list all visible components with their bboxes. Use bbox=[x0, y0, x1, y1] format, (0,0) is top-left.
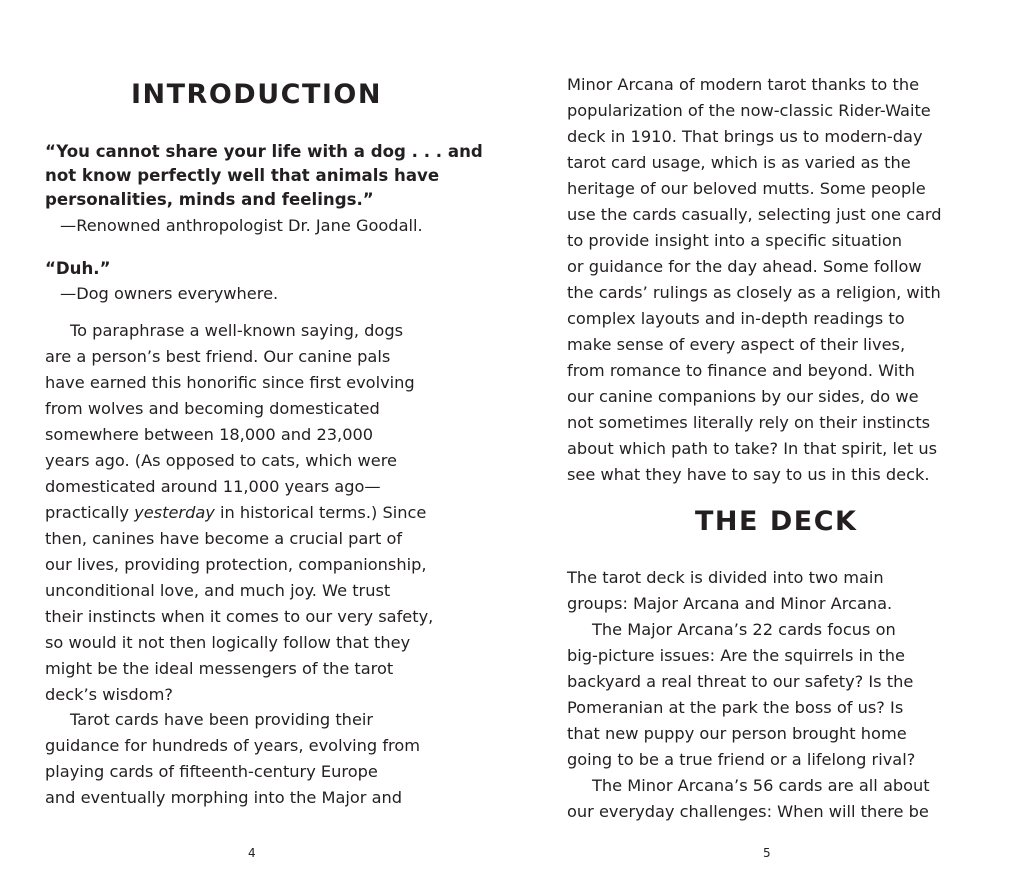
body-line: are a person’s best friend. Our canine pals bbox=[45, 347, 391, 366]
body-line: our everyday challenges: When will there be bbox=[567, 802, 929, 821]
body-line: The tarot deck is divided into two main bbox=[567, 568, 884, 587]
body-line: from romance to finance and beyond. With bbox=[567, 361, 915, 380]
body-line: from wolves and becoming domesticated bbox=[45, 399, 380, 418]
body-line: popularization of the now-classic Rider-Waite bbox=[567, 101, 931, 120]
the-deck-heading: THE DECK bbox=[695, 506, 858, 537]
body-line: might be the ideal messengers of the tarot bbox=[45, 659, 394, 678]
body-line: Tarot cards have been providing their bbox=[70, 710, 374, 729]
body-line: complex layouts and in-depth readings to bbox=[567, 309, 905, 328]
epigraph-attribution: —Dog owners everywhere. bbox=[60, 284, 279, 303]
body-line: make sense of every aspect of their lives, bbox=[567, 335, 906, 354]
body-line: or guidance for the day ahead. Some follow bbox=[567, 257, 922, 276]
introduction-heading: INTRODUCTION bbox=[131, 79, 382, 110]
body-line: have earned this honorific since first evolving bbox=[45, 373, 415, 392]
epigraph-line: personalities, minds and feelings.” bbox=[45, 190, 374, 209]
body-line: backyard a real threat to our safety? Is the bbox=[567, 672, 914, 691]
body-line: practically yesterday in historical terms.) Since bbox=[45, 503, 427, 522]
body-line: so would it not then logically follow that they bbox=[45, 633, 411, 652]
body-line: then, canines have become a crucial part of bbox=[45, 529, 403, 548]
body-line: somewhere between 18,000 and 23,000 bbox=[45, 425, 374, 444]
body-line: and eventually morphing into the Major and bbox=[45, 788, 403, 807]
body-line: going to be a true friend or a lifelong rival? bbox=[567, 750, 916, 769]
body-line: The Minor Arcana’s 56 cards are all about bbox=[592, 776, 930, 795]
body-line: Pomeranian at the park the boss of us? Is bbox=[567, 698, 904, 717]
body-line: domesticated around 11,000 years ago— bbox=[45, 477, 381, 496]
body-line: to provide insight into a specific situation bbox=[567, 231, 903, 250]
body-line: unconditional love, and much joy. We trust bbox=[45, 581, 391, 600]
body-line: deck in 1910. That brings us to modern-day bbox=[567, 127, 923, 146]
page-number: 5 bbox=[763, 846, 771, 860]
epigraph-line: “You cannot share your life with a dog . . . and bbox=[45, 142, 483, 161]
body-line: tarot card usage, which is as varied as the bbox=[567, 153, 911, 172]
epigraph-attribution: —Renowned anthropologist Dr. Jane Goodall. bbox=[60, 216, 423, 235]
body-line: heritage of our beloved mutts. Some people bbox=[567, 179, 926, 198]
body-line: guidance for hundreds of years, evolving from bbox=[45, 736, 421, 755]
body-line: deck’s wisdom? bbox=[45, 685, 173, 704]
body-line: To paraphrase a well-known saying, dogs bbox=[70, 321, 404, 340]
body-line: see what they have to say to us in this deck. bbox=[567, 465, 930, 484]
body-line: that new puppy our person brought home bbox=[567, 724, 907, 743]
body-line: about which path to take? In that spirit, let us bbox=[567, 439, 938, 458]
body-line: playing cards of fifteenth-century Europe bbox=[45, 762, 378, 781]
epigraph-line: not know perfectly well that animals have bbox=[45, 166, 440, 185]
body-line: not sometimes literally rely on their instincts bbox=[567, 413, 931, 432]
body-line: The Major Arcana’s 22 cards focus on bbox=[592, 620, 896, 639]
page-number: 4 bbox=[248, 846, 256, 860]
body-line: our canine companions by our sides, do we bbox=[567, 387, 919, 406]
body-line: big-picture issues: Are the squirrels in the bbox=[567, 646, 906, 665]
body-line: their instincts when it comes to our very safety, bbox=[45, 607, 434, 626]
body-line: groups: Major Arcana and Minor Arcana. bbox=[567, 594, 893, 613]
body-line: use the cards casually, selecting just one card bbox=[567, 205, 942, 224]
body-line: Minor Arcana of modern tarot thanks to the bbox=[567, 75, 920, 94]
epigraph-line: “Duh.” bbox=[45, 259, 111, 278]
body-line: years ago. (As opposed to cats, which were bbox=[45, 451, 397, 470]
body-line: our lives, providing protection, companionship, bbox=[45, 555, 427, 574]
body-line: the cards’ rulings as closely as a religion, with bbox=[567, 283, 941, 302]
